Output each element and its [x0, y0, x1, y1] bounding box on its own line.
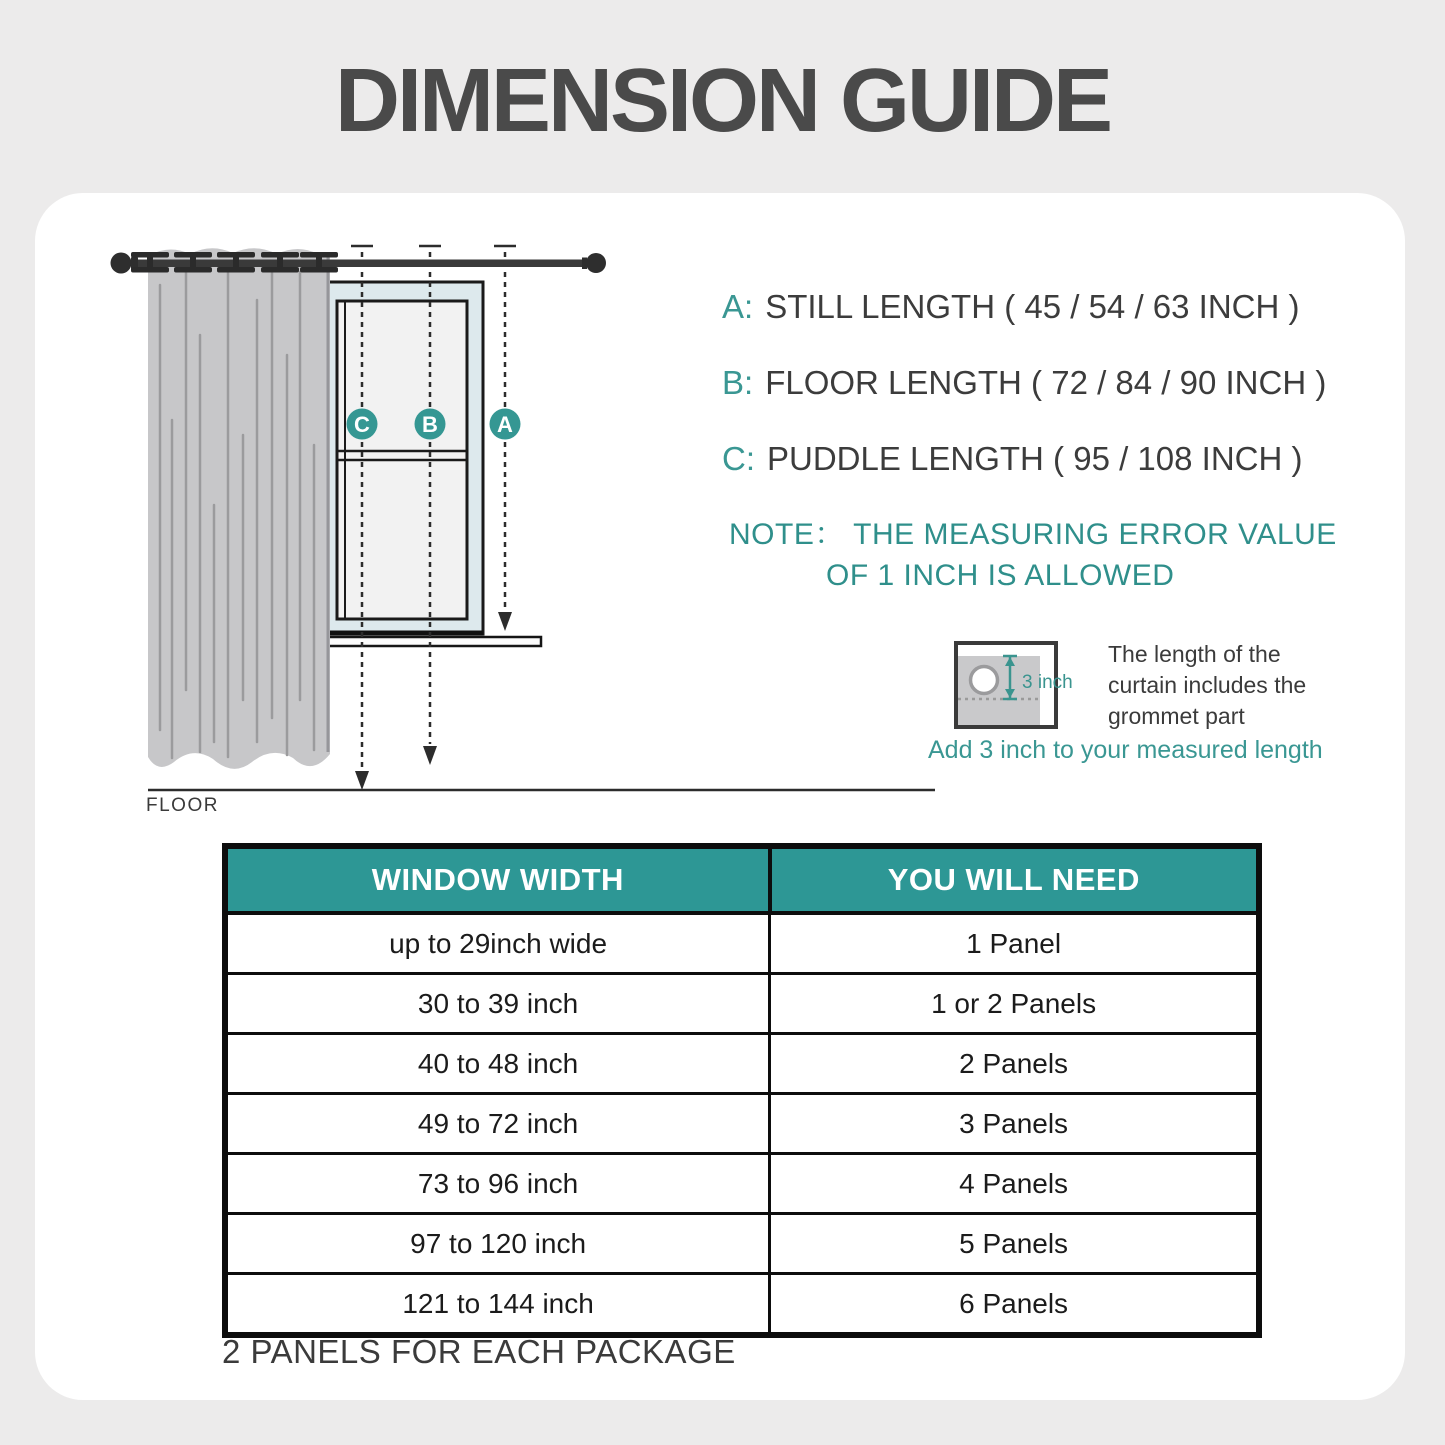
table-row: [225, 974, 1259, 1034]
cell-width-4: 73 to 96 inch: [225, 1154, 770, 1214]
length-b-text: FLOOR LENGTH ( 72 / 84 / 90 INCH ): [765, 364, 1327, 401]
measure-markers: [347, 409, 521, 440]
cell-width-3: 49 to 72 inch: [225, 1094, 770, 1154]
table-row: [225, 1214, 1259, 1274]
grommet-ring-icon: [971, 667, 998, 694]
cell-need-6: 6 Panels: [770, 1274, 1259, 1336]
table-header-row: [225, 846, 1259, 913]
cell-need-5: 5 Panels: [770, 1214, 1259, 1274]
cell-width-6: 121 to 144 inch: [225, 1274, 770, 1336]
cell-need-2: 2 Panels: [770, 1034, 1259, 1094]
cell-need-1: 1 or 2 Panels: [770, 974, 1259, 1034]
col-window-width: WINDOW WIDTH: [225, 846, 770, 913]
marker-b: B: [422, 412, 438, 437]
table-row: [225, 1274, 1259, 1336]
curtain-icon: [148, 248, 330, 769]
floor-label: FLOOR: [146, 795, 219, 816]
table-row: [225, 1034, 1259, 1094]
grommet-measure-label: 3 inch: [1022, 672, 1073, 693]
length-line-c: [722, 440, 1302, 478]
cell-width-2: 40 to 48 inch: [225, 1034, 770, 1094]
grommet-description: The length of the curtain includes the grommet part: [1108, 641, 1307, 729]
marker-a: A: [497, 412, 513, 437]
length-b-prefix: B:: [722, 364, 754, 401]
length-a-prefix: A:: [722, 288, 754, 325]
cell-width-5: 97 to 120 inch: [225, 1214, 770, 1274]
length-c-text: PUDDLE LENGTH ( 95 / 108 INCH ): [767, 440, 1303, 477]
panels-table: [222, 843, 1262, 1338]
content-card: [35, 193, 1405, 1400]
table-row: [225, 1154, 1259, 1214]
note-line-2: OF 1 INCH IS ALLOWED: [826, 559, 1175, 592]
length-line-b: [722, 364, 1326, 402]
note-line-1: NOTE： THE MEASURING ERROR VALUE: [729, 518, 1337, 551]
window-icon: [322, 282, 541, 646]
length-line-a: [722, 288, 1299, 326]
table-row: [225, 1094, 1259, 1154]
col-you-will-need: YOU WILL NEED: [770, 846, 1259, 913]
grommet-inset-diagram: [950, 638, 1110, 733]
cell-need-4: 4 Panels: [770, 1154, 1259, 1214]
cell-width-1: 30 to 39 inch: [225, 974, 770, 1034]
cell-width-0: up to 29inch wide: [225, 913, 770, 974]
package-note: 2 PANELS FOR EACH PACKAGE: [222, 1333, 736, 1370]
length-a-text: STILL LENGTH ( 45 / 54 / 63 INCH ): [765, 288, 1300, 325]
page-title: DIMENSION GUIDE: [334, 51, 1111, 151]
marker-c: C: [354, 412, 370, 437]
table-row: [225, 913, 1259, 974]
grommet-tip: Add 3 inch to your measured length: [928, 736, 1323, 764]
cell-need-0: 1 Panel: [770, 913, 1259, 974]
cell-need-3: 3 Panels: [770, 1094, 1259, 1154]
length-c-prefix: C:: [722, 440, 755, 477]
